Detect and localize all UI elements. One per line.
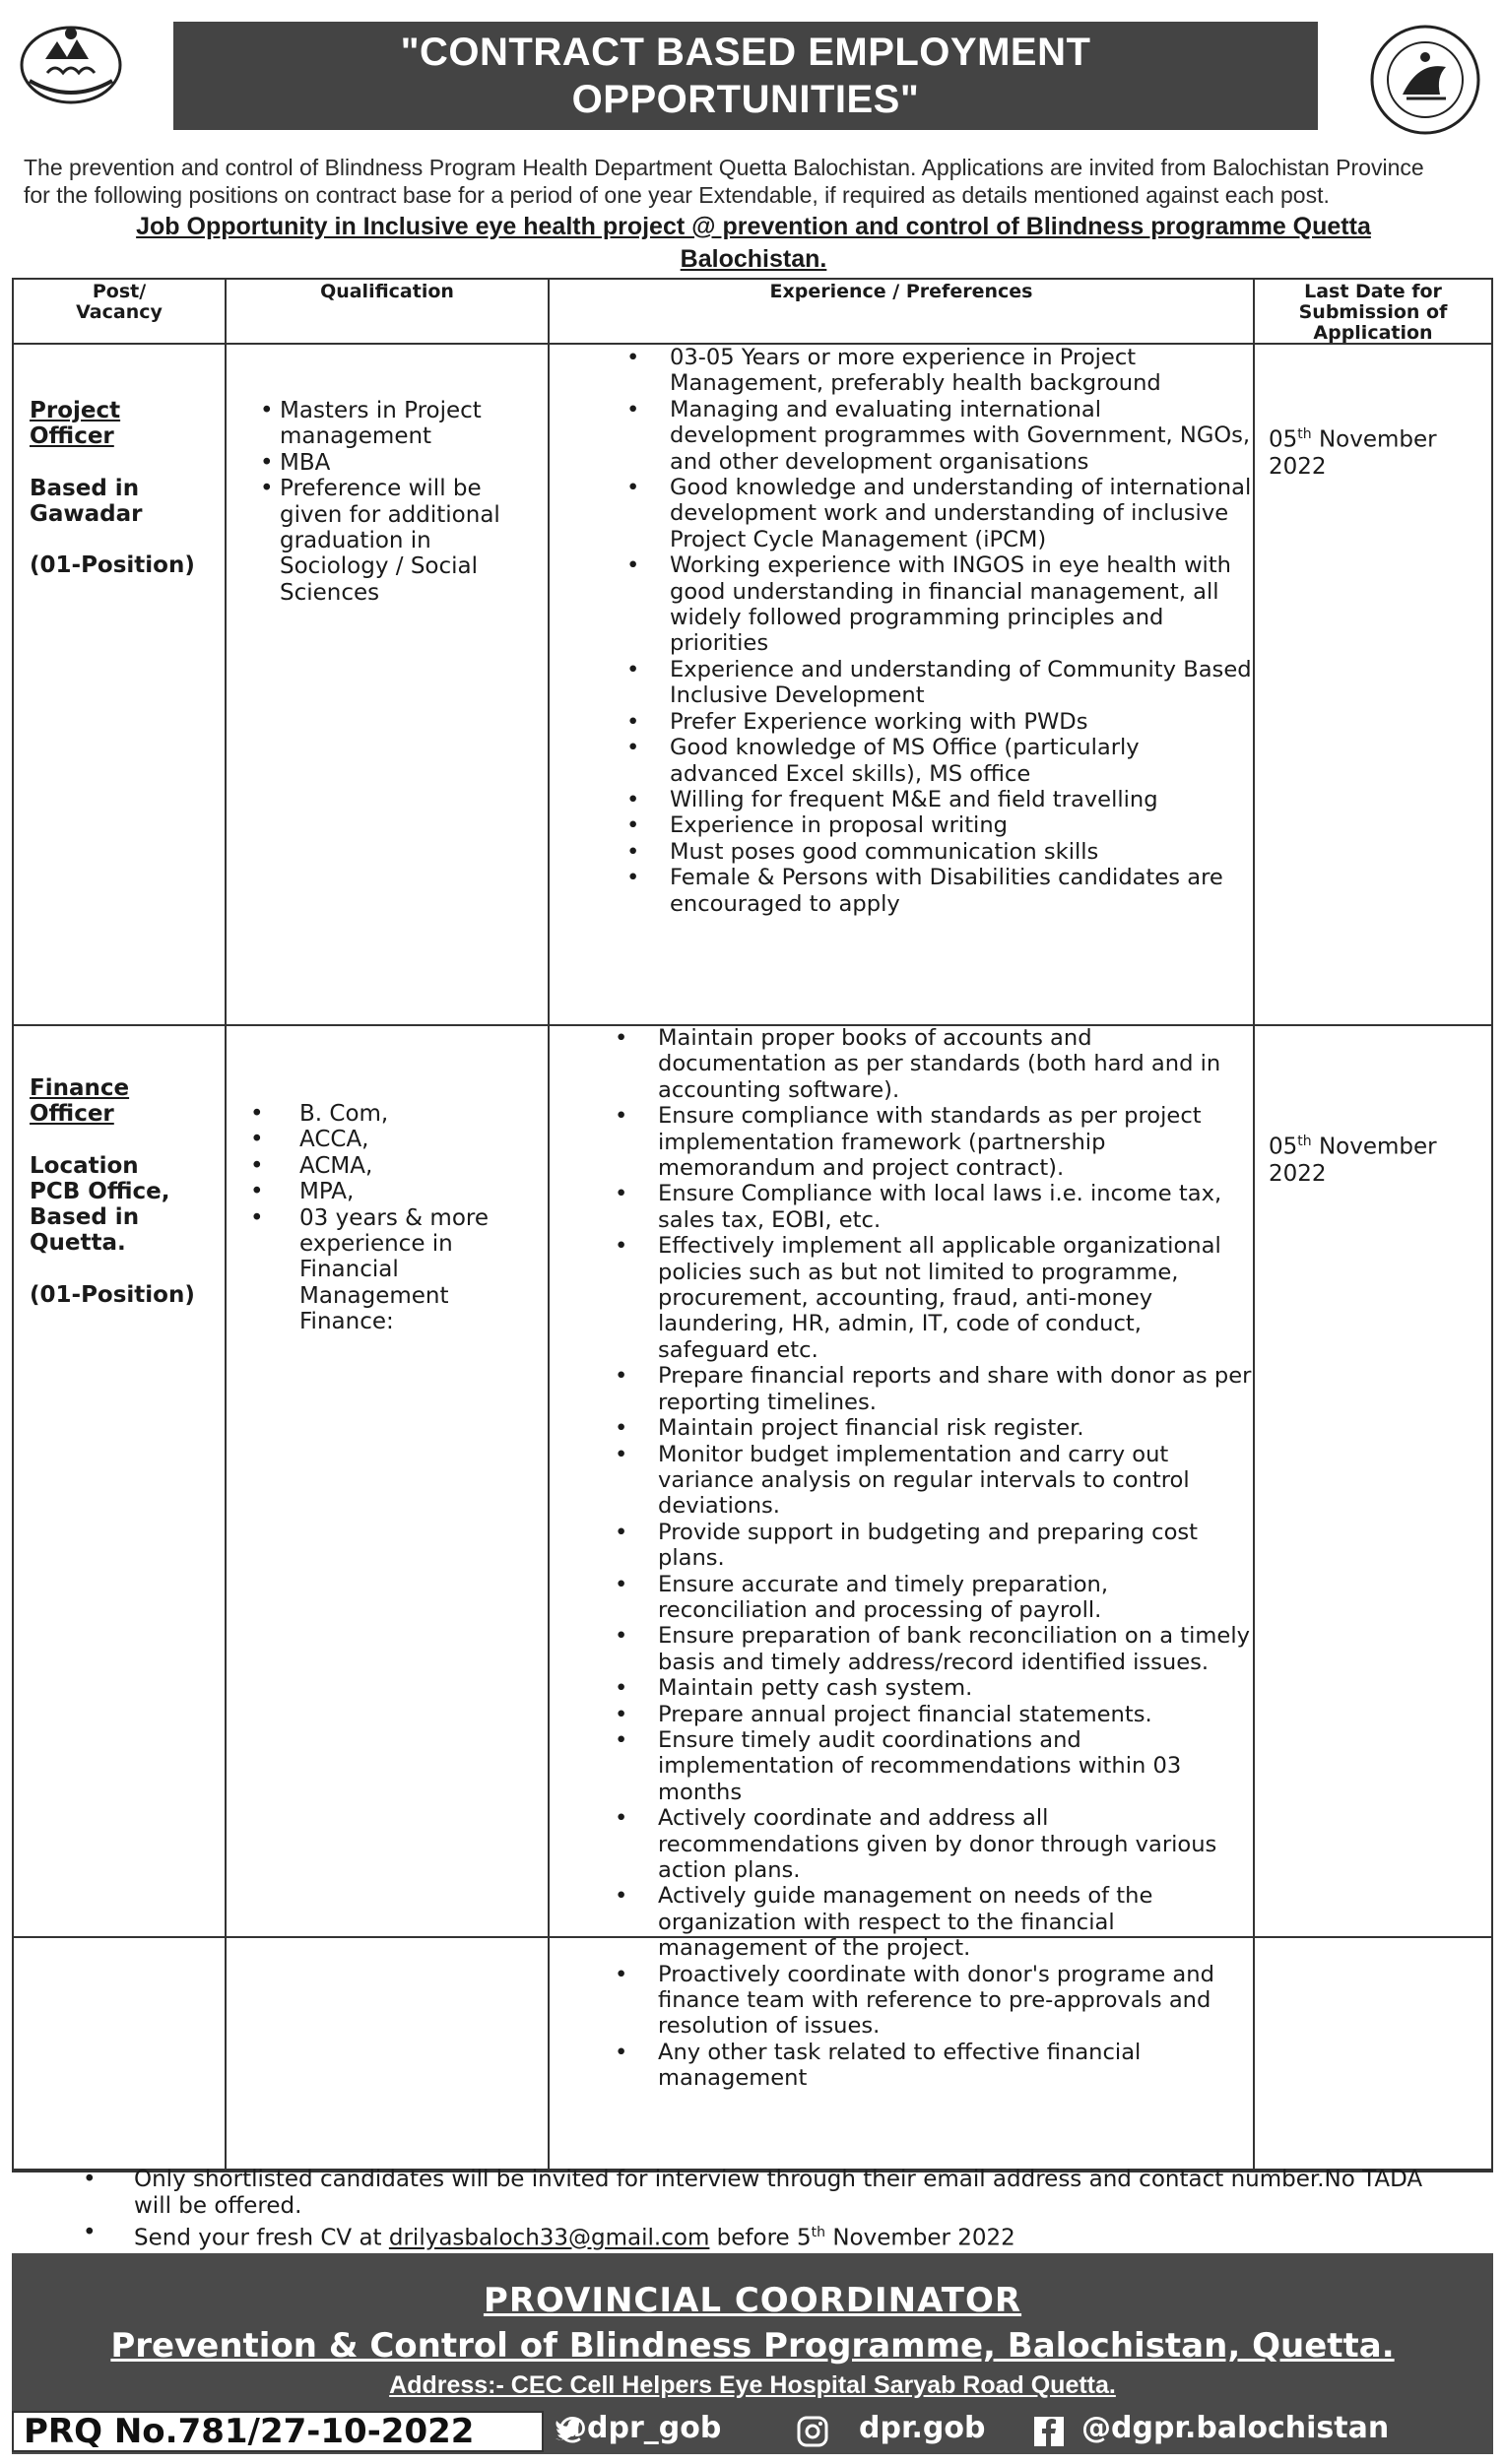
intro-paragraph — [24, 154, 1491, 209]
note-date-suffix: th — [811, 2225, 826, 2240]
experience-item: • Proactively coordinate with donor's programe and finance team with reference to pre-approvals and resolution of issues. — [603, 1962, 1253, 2040]
office-address: Address:- CEC Cell Helpers Eye Hospital Saryab Road Quetta. — [389, 2371, 1116, 2399]
post-positions-project-officer: (01-Position) — [30, 552, 195, 578]
experience-item: • Experience and understanding of Community Based Inclusive Development — [615, 657, 1253, 709]
experience-item: • Ensure accurate and timely preparation, reconciliation and processing of payroll. — [603, 1572, 1253, 1624]
notes-list — [39, 2167, 1438, 2252]
post-title-line-2: Officer — [30, 1101, 114, 1127]
date-month: November — [1311, 426, 1437, 453]
experience-list-project-officer — [615, 345, 1253, 917]
title-line-1: "CONTRACT BASED EMPLOYMENT — [400, 31, 1091, 74]
post-title-line-1: Finance — [30, 1075, 130, 1101]
experience-item: • Ensure compliance with standards as per project implementation framework (partnership memorandum and project contract). — [603, 1103, 1253, 1181]
header-experience: Experience / Preferences — [769, 281, 1033, 302]
facebook-handle[interactable]: @dgpr.balochistan — [1081, 2411, 1390, 2445]
intro-line-2: for the following positions on contract base for a period of one year Extendable, if required as details mentioned against each post. — [24, 182, 1330, 208]
job-opportunity-heading — [59, 211, 1448, 276]
experience-item: • Maintain proper books of accounts and documentation as per standards (both hard and in accounting software). — [603, 1025, 1253, 1103]
experience-item: • Effectively implement all applicable organizational policies such as but not limited to programme, procurement, accounting, fraud, anti-money laundering, HR, admin, IT, code of conduct, safeguard etc. — [603, 1233, 1253, 1363]
qualification-item: • MPA, — [248, 1179, 534, 1204]
provincial-coordinator: PROVINCIAL COORDINATOR — [483, 2281, 1022, 2320]
header-date-line-1: Last Date for — [1304, 281, 1442, 302]
email-link[interactable]: drilyasbaloch33@gmail.com — [388, 2225, 710, 2251]
date-year: 2022 — [1269, 453, 1327, 480]
last-date-finance-officer — [1269, 1129, 1437, 1188]
intro-line-1: The prevention and control of Blindness Program Health Department Quetta Balochistan. Applications are invited from Balochistan Province — [24, 155, 1424, 180]
post-location-project-officer — [30, 476, 143, 527]
header-post — [14, 282, 225, 323]
date-day: 05 — [1269, 426, 1298, 453]
qualification-item: • MBA — [258, 450, 544, 476]
facebook-icon — [1032, 2415, 1066, 2448]
location-line-1: Location — [30, 1153, 139, 1179]
experience-item: • Maintain petty cash system. — [603, 1675, 1253, 1701]
experience-item: • Ensure timely audit coordinations and implementation of recommendations within 03 months — [603, 1727, 1253, 1805]
header-date-line-2: Submission of — [1298, 301, 1448, 323]
subheading-line-1: Job Opportunity in Inclusive eye health project @ prevention and control of Blindness programme Quetta — [136, 213, 1371, 240]
location-line-3: Based in — [30, 1204, 140, 1230]
note-send-cv-text: Send your fresh CV at — [134, 2225, 389, 2251]
experience-item: • Provide support in budgeting and preparing cost plans. — [603, 1520, 1253, 1572]
location-line-1: Based in — [30, 476, 140, 501]
experience-item: • Prepare annual project financial statements. — [603, 1702, 1253, 1727]
title-banner — [173, 22, 1318, 130]
note-deadline-text: before 5 — [709, 2225, 812, 2251]
dgpr-seal-logo — [1367, 22, 1483, 138]
qualification-list-finance-officer — [248, 1101, 534, 1335]
experience-item: • Actively guide management on needs of the organization with respect to the financial management of the project. — [603, 1883, 1253, 1961]
experience-item: • Female & Persons with Disabilities candidates are encouraged to apply — [615, 865, 1253, 917]
experience-item: • Prepare financial reports and share with donor as per reporting timelines. — [603, 1363, 1253, 1415]
note-send-cv — [39, 2220, 1438, 2252]
experience-list-finance-officer — [603, 1025, 1253, 2092]
date-year: 2022 — [1269, 1160, 1327, 1187]
date-suffix: th — [1297, 1134, 1312, 1149]
date-month: November — [1311, 1134, 1437, 1160]
experience-item: • Working experience with INGOS in eye health with good understanding in financial management, all widely followed programming principles and priorities — [615, 552, 1253, 657]
qualification-item: • Preference will be given for additional graduation in Sociology / Social Sciences — [258, 476, 544, 606]
post-positions-finance-officer: (01-Position) — [30, 1282, 195, 1308]
qualification-item: • ACCA, — [248, 1127, 534, 1152]
experience-item: • Prefer Experience working with PWDs — [615, 709, 1253, 735]
experience-item: • Good knowledge and understanding of international development work and understanding of inclusive Project Cycle Management (iPCM) — [615, 475, 1253, 552]
programme-name: Prevention & Control of Blindness Programme, Balochistan, Quetta. — [110, 2326, 1395, 2366]
qualification-item: • B. Com, — [248, 1101, 534, 1127]
experience-item: • Managing and evaluating international development programmes with Government, NGOs, and other development organisations — [615, 397, 1253, 475]
experience-item: • Ensure preparation of bank reconciliation on a timely basis and timely address/record identified issues. — [603, 1623, 1253, 1675]
experience-item: • Ensure Compliance with local laws i.e. income tax, sales tax, EOBI, etc. — [603, 1181, 1253, 1233]
header-qualification: Qualification — [320, 281, 454, 302]
subheading-line-2: Balochistan. — [680, 245, 827, 273]
post-title-line-1: Project — [30, 398, 121, 423]
experience-item: • Any other task related to effective financial management — [603, 2040, 1253, 2092]
qualification-item: • 03 years & more experience in Financial Management Finance: — [248, 1205, 534, 1335]
experience-item: • Good knowledge of MS Office (particularly advanced Excel skills), MS office — [615, 735, 1253, 787]
note-shortlisted: • Only shortlisted candidates will be invited for interview through their email address and contact number.No TADA will be offered. — [39, 2167, 1438, 2220]
instagram-icon — [796, 2415, 829, 2448]
twitter-handle[interactable]: @dpr_gob — [557, 2411, 722, 2445]
qualification-item: • Masters in Project management — [258, 398, 544, 450]
column-divider — [1253, 278, 1255, 2171]
experience-item: • Experience in proposal writing — [615, 812, 1253, 838]
column-divider — [548, 278, 550, 2171]
header-post-line-2: Vacancy — [76, 301, 163, 323]
instagram-handle[interactable]: dpr.gob — [859, 2411, 986, 2445]
header-post-line-1: Post/ — [92, 281, 147, 302]
title-line-2: OPPORTUNITIES" — [571, 78, 920, 121]
experience-item: • Willing for frequent M&E and field travelling — [615, 787, 1253, 812]
location-line-2: PCB Office, — [30, 1179, 170, 1204]
date-day: 05 — [1269, 1134, 1298, 1160]
balochistan-government-logo — [16, 20, 126, 106]
experience-item: • 03-05 Years or more experience in Project Management, preferably health background — [615, 345, 1253, 397]
experience-item: • Monitor budget implementation and carry out variance analysis on regular intervals to control deviations. — [603, 1442, 1253, 1520]
location-line-4: Quetta. — [30, 1230, 126, 1256]
qualification-list-project-officer — [258, 398, 544, 606]
post-title-project-officer — [30, 398, 120, 449]
post-location-finance-officer — [30, 1153, 169, 1256]
qualification-item: • ACMA, — [248, 1153, 534, 1179]
location-line-2: Gawadar — [30, 501, 143, 527]
date-suffix: th — [1297, 426, 1312, 442]
header-last-date — [1255, 282, 1491, 344]
last-date-project-officer — [1269, 421, 1437, 481]
header-date-line-3: Application — [1313, 322, 1433, 344]
post-title-finance-officer — [30, 1075, 129, 1127]
note-deadline-month: November 2022 — [825, 2225, 1015, 2251]
post-title-line-2: Officer — [30, 423, 114, 449]
experience-item: • Actively coordinate and address all recommendations given by donor through various action plans. — [603, 1805, 1253, 1883]
experience-item: • Maintain project financial risk register. — [603, 1415, 1253, 1441]
column-divider — [225, 278, 227, 2171]
experience-item: • Must poses good communication skills — [615, 839, 1253, 865]
prq-number: PRQ No.781/27-10-2022 — [12, 2411, 544, 2452]
